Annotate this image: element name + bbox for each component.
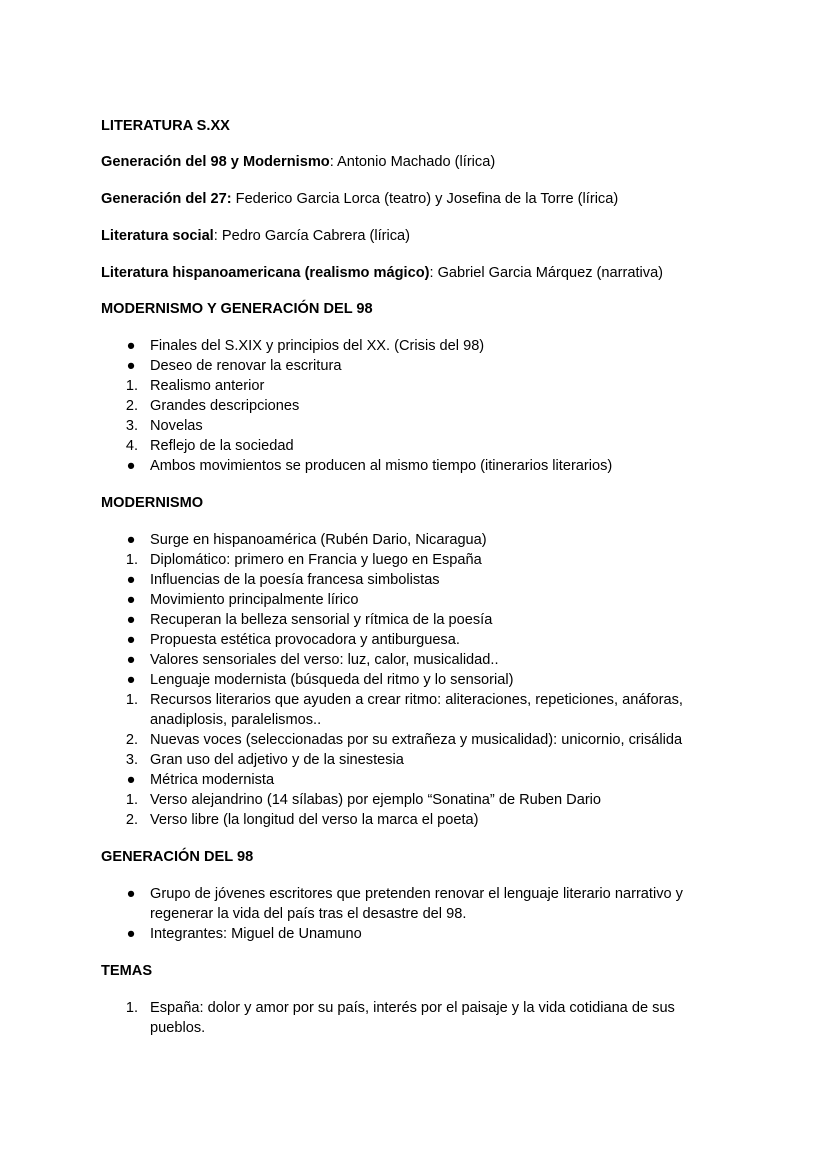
intro-label: Literatura hispanoamericana (realismo mágico) xyxy=(101,265,430,281)
number-marker: 2. xyxy=(125,732,138,748)
list-item-text: Propuesta estética provocadora y antiburguesa. xyxy=(150,632,460,648)
number-marker: 2. xyxy=(125,398,138,414)
list-item-text: Influencias de la poesía francesa simbolistas xyxy=(150,572,440,588)
list-item-text: Novelas xyxy=(150,418,203,434)
bullet-marker: ● xyxy=(126,632,136,648)
bullet-marker: ● xyxy=(126,926,136,942)
section-heading: MODERNISMO Y GENERACIÓN DEL 98 xyxy=(101,301,373,317)
list-item xyxy=(101,376,721,396)
bullet-marker: ● xyxy=(126,358,136,374)
intro-label: Literatura social xyxy=(101,228,214,244)
bullet-marker: ● xyxy=(126,572,136,588)
list-item xyxy=(101,670,721,690)
list-item-text: Reflejo de la sociedad xyxy=(150,438,294,454)
section-heading: MODERNISMO xyxy=(101,495,204,511)
section-heading: GENERACIÓN DEL 98 xyxy=(101,849,254,865)
bullet-marker: ● xyxy=(126,652,136,668)
list-item xyxy=(101,998,721,1038)
list-item-text: Valores sensoriales del verso: luz, calor, musicalidad.. xyxy=(150,652,499,668)
list-item-text: Gran uso del adjetivo y de la sinestesia xyxy=(150,752,404,768)
bullet-marker: ● xyxy=(126,672,136,688)
list-item xyxy=(101,750,721,770)
intro-line-1 xyxy=(101,152,721,172)
intro-line-2 xyxy=(101,189,721,209)
bullet-marker: ● xyxy=(126,612,136,628)
list-item xyxy=(101,336,721,356)
bullet-marker: ● xyxy=(126,338,136,354)
list-item xyxy=(101,416,721,436)
bullet-marker: ● xyxy=(126,532,136,548)
section-list xyxy=(101,336,721,476)
list-item-text: Verso alejandrino (14 sílabas) por ejemplo “Sonatina” de Ruben Dario xyxy=(150,792,602,808)
list-item-text: Verso libre (la longitud del verso la marca el poeta) xyxy=(150,812,479,828)
list-item xyxy=(101,730,721,750)
list-item-text: Realismo anterior xyxy=(150,378,265,394)
list-item xyxy=(101,884,721,924)
list-item xyxy=(101,690,721,730)
list-item-text: Deseo de renovar la escritura xyxy=(150,358,342,374)
list-item xyxy=(101,550,721,570)
intro-value: : Pedro García Cabrera (lírica) xyxy=(213,228,411,244)
bullet-marker: ● xyxy=(126,592,136,608)
intro-label: Generación del 27: xyxy=(101,191,232,207)
list-item xyxy=(101,810,721,830)
list-item xyxy=(101,630,721,650)
bullet-marker: ● xyxy=(126,772,136,788)
list-item xyxy=(101,396,721,416)
section-list xyxy=(101,998,721,1038)
document-title: LITERATURA S.XX xyxy=(101,118,230,134)
document-content xyxy=(101,116,721,1038)
number-marker: 2. xyxy=(125,812,138,828)
intro-line-4 xyxy=(101,263,721,283)
list-item xyxy=(101,590,721,610)
list-item xyxy=(101,924,721,944)
number-marker: 1. xyxy=(125,378,138,394)
list-item xyxy=(101,436,721,456)
section-list xyxy=(101,884,721,944)
list-item-text: Nuevas voces (seleccionadas por su extrañeza y musicalidad): unicornio, crisálida xyxy=(150,732,683,748)
number-marker: 1. xyxy=(125,1000,138,1016)
list-item-text: Diplomático: primero en Francia y luego en España xyxy=(150,552,482,568)
number-marker: 3. xyxy=(125,752,138,768)
number-marker: 1. xyxy=(125,792,138,808)
number-marker: 3. xyxy=(125,418,138,434)
list-item-text: Surge en hispanoamérica (Rubén Dario, Nicaragua) xyxy=(150,532,487,548)
list-item-text: Recursos literarios que ayuden a crear ritmo: aliteraciones, repeticiones, anáforas, anadiplosis, paralelismos.. xyxy=(150,692,683,728)
list-item xyxy=(101,570,721,590)
list-item-text: Finales del S.XIX y principios del XX. (Crisis del 98) xyxy=(150,338,485,354)
bullet-marker: ● xyxy=(126,886,136,902)
list-item-text: Lenguaje modernista (búsqueda del ritmo y lo sensorial) xyxy=(150,672,514,688)
list-item-text: Grandes descripciones xyxy=(150,398,300,414)
list-item-text: Integrantes: Miguel de Unamuno xyxy=(150,926,362,942)
list-item xyxy=(101,456,721,476)
list-item xyxy=(101,790,721,810)
list-item xyxy=(101,650,721,670)
intro-line-3 xyxy=(101,226,721,246)
intro-value: : Gabriel Garcia Márquez (narrativa) xyxy=(429,265,664,281)
bullet-marker: ● xyxy=(126,458,136,474)
number-marker: 1. xyxy=(125,552,138,568)
intro-label: Generación del 98 y Modernismo xyxy=(101,154,330,170)
list-item-text: España: dolor y amor por su país, interés por el paisaje y la vida cotidiana de sus pueblos. xyxy=(150,1000,675,1036)
list-item xyxy=(101,610,721,630)
list-item-text: Recuperan la belleza sensorial y rítmica de la poesía xyxy=(150,612,493,628)
section-heading: TEMAS xyxy=(101,963,153,979)
number-marker: 4. xyxy=(125,438,138,454)
number-marker: 1. xyxy=(125,692,138,708)
intro-value: : Antonio Machado (lírica) xyxy=(329,154,496,170)
section-list xyxy=(101,530,721,830)
list-item-text: Grupo de jóvenes escritores que pretenden renovar el lenguaje literario narrativo y regenerar la vida del país tras el desastre del 98. xyxy=(150,886,683,922)
list-item xyxy=(101,530,721,550)
list-item xyxy=(101,356,721,376)
list-item-text: Métrica modernista xyxy=(150,772,275,788)
list-item-text: Ambos movimientos se producen al mismo tiempo (itinerarios literarios) xyxy=(150,458,613,474)
list-item xyxy=(101,770,721,790)
list-item-text: Movimiento principalmente lírico xyxy=(150,592,359,608)
intro-value: Federico Garcia Lorca (teatro) y Josefina de la Torre (lírica) xyxy=(231,191,619,207)
